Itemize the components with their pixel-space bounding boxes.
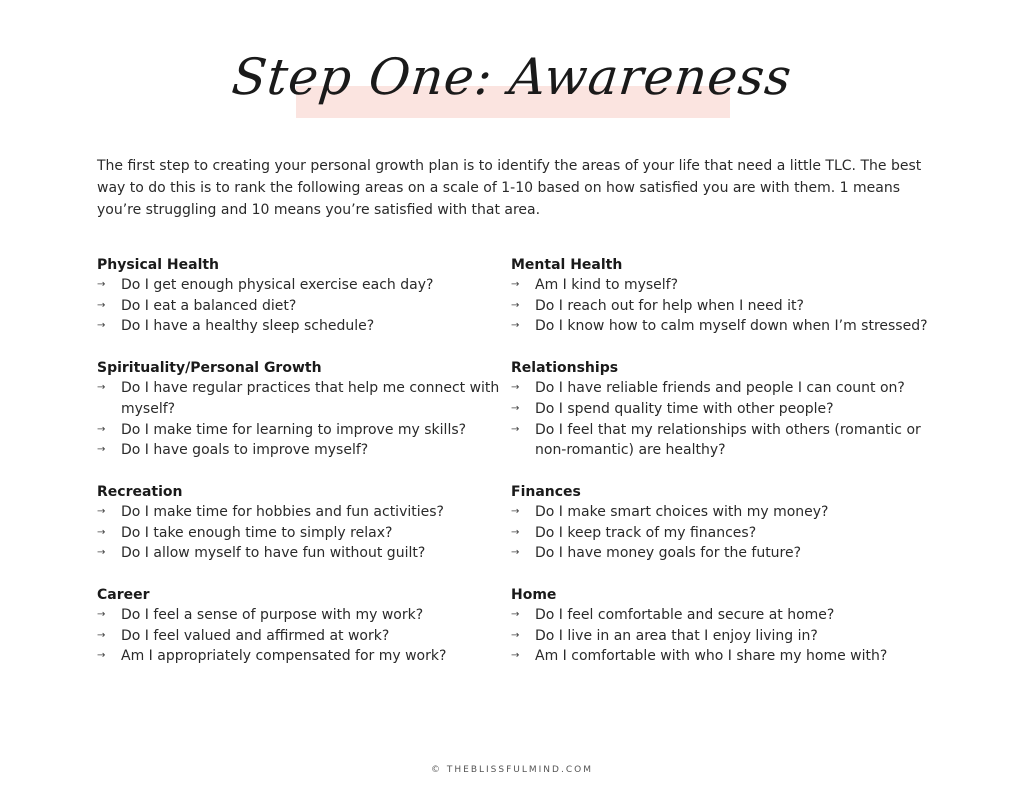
- arrow-right-icon: →: [511, 382, 520, 394]
- list-item: [511, 296, 941, 317]
- question-text: Do I have reliable friends and people I can count on?: [535, 380, 905, 397]
- question-text: Do I know how to calm myself down when I’m stressed?: [535, 318, 928, 335]
- question-text: Do I eat a balanced diet?: [121, 297, 297, 314]
- arrow-right-icon: →: [511, 505, 520, 517]
- arrow-right-icon: →: [511, 279, 520, 290]
- section-heading: Career: [97, 587, 150, 604]
- page-title: Step One: Awareness: [229, 48, 795, 106]
- list-item: [511, 646, 941, 667]
- arrow-right-icon: →: [97, 279, 106, 290]
- list-item: [97, 605, 527, 626]
- list-item: [511, 605, 941, 626]
- list-item: [511, 626, 941, 647]
- question-list: [97, 275, 527, 337]
- list-item: [97, 275, 527, 296]
- question-text: Do I take enough time to simply relax?: [121, 524, 393, 541]
- arrow-right-icon: →: [511, 526, 520, 538]
- list-item: [511, 378, 941, 399]
- arrow-right-icon: →: [511, 650, 520, 662]
- title-block: [0, 40, 1024, 150]
- question-text: Am I appropriately compensated for my work?: [121, 648, 447, 665]
- arrow-right-icon: →: [97, 444, 106, 456]
- arrow-right-icon: →: [97, 609, 106, 621]
- question-text: Do I spend quality time with other people?: [535, 400, 834, 417]
- question-list: [511, 275, 941, 337]
- section-mental-health: [511, 255, 941, 337]
- section-heading: Physical Health: [97, 257, 220, 273]
- question-text: Do I have goals to improve myself?: [121, 442, 369, 459]
- arrow-right-icon: →: [511, 629, 520, 641]
- arrow-right-icon: →: [511, 547, 520, 559]
- arrow-right-icon: →: [97, 299, 106, 311]
- question-text: Do I feel that my relationships with others (romantic or non-romantic) are healthy?: [535, 421, 921, 459]
- list-item: [97, 543, 527, 564]
- list-item: [511, 420, 941, 461]
- question-list: [97, 502, 527, 564]
- arrow-right-icon: →: [97, 526, 106, 538]
- list-item: [511, 399, 941, 420]
- question-text: Do I have money goals for the future?: [535, 545, 802, 562]
- section-relationships: [511, 358, 941, 461]
- question-text: Do I make smart choices with my money?: [535, 503, 829, 520]
- question-text: Do I make time for learning to improve my skills?: [121, 421, 467, 438]
- section-heading: Home: [511, 587, 557, 604]
- question-text: Am I kind to myself?: [535, 277, 679, 293]
- arrow-right-icon: →: [511, 423, 520, 435]
- arrow-right-icon: →: [511, 609, 520, 621]
- list-item: [97, 316, 527, 337]
- section-recreation: [97, 482, 527, 564]
- arrow-right-icon: →: [97, 505, 106, 517]
- list-item: [97, 502, 527, 523]
- section-home: [511, 585, 941, 667]
- arrow-right-icon: →: [511, 320, 520, 332]
- question-text: Am I comfortable with who I share my home with?: [535, 648, 888, 665]
- question-text: Do I keep track of my finances?: [535, 524, 757, 541]
- arrow-right-icon: →: [97, 320, 106, 332]
- list-item: [511, 502, 941, 523]
- list-item: [97, 420, 527, 441]
- question-list: [97, 378, 527, 461]
- arrow-right-icon: →: [97, 629, 106, 641]
- arrow-right-icon: →: [97, 650, 106, 662]
- section-heading: Spirituality/Personal Growth: [97, 360, 322, 377]
- question-text: Do I get enough physical exercise each day?: [121, 277, 434, 293]
- section-heading: Mental Health: [511, 257, 623, 273]
- section-career: [97, 585, 527, 667]
- section-spirituality-personal-growth: [97, 358, 527, 461]
- arrow-right-icon: →: [511, 299, 520, 311]
- question-list: [511, 502, 941, 564]
- question-text: Do I reach out for help when I need it?: [535, 297, 804, 314]
- right-column: [511, 255, 941, 688]
- question-text: Do I live in an area that I enjoy living in?: [535, 627, 818, 644]
- section-physical-health: [97, 255, 527, 337]
- list-item: [97, 626, 527, 647]
- section-heading: Relationships: [511, 360, 619, 377]
- list-item: [97, 646, 527, 667]
- list-item: [511, 275, 941, 296]
- list-item: [97, 378, 527, 419]
- question-text: Do I feel comfortable and secure at home?: [535, 607, 835, 624]
- arrow-right-icon: →: [97, 382, 106, 394]
- list-item: [511, 523, 941, 544]
- footer-copyright: © THEBLISSFULMIND.COM: [431, 765, 593, 775]
- question-text: Do I have a healthy sleep schedule?: [121, 318, 375, 335]
- question-list: [511, 605, 941, 667]
- question-text: Do I make time for hobbies and fun activities?: [121, 503, 444, 520]
- question-list: [97, 605, 527, 667]
- list-item: [511, 316, 941, 337]
- question-text: Do I feel a sense of purpose with my work?: [121, 607, 424, 624]
- list-item: [97, 296, 527, 317]
- section-heading: Finances: [511, 483, 581, 500]
- list-item: [97, 440, 527, 461]
- arrow-right-icon: →: [511, 402, 520, 414]
- section-heading: Recreation: [97, 483, 183, 500]
- question-text: Do I allow myself to have fun without guilt?: [121, 545, 426, 562]
- intro-paragraph: The first step to creating your personal growth plan is to identify the areas of your life that need a little TLC. The best way to do this is to rank the following areas on a scale of 1-10 based on how satisfied you are with them. 1 means you’re struggling and 10 means you’re satisfied with that area.: [97, 158, 922, 218]
- arrow-right-icon: →: [97, 547, 106, 559]
- list-item: [97, 523, 527, 544]
- left-column: [97, 255, 527, 688]
- question-list: [511, 378, 941, 461]
- section-finances: [511, 482, 941, 564]
- arrow-right-icon: →: [97, 423, 106, 435]
- question-text: Do I have regular practices that help me connect with myself?: [121, 380, 500, 417]
- question-text: Do I feel valued and affirmed at work?: [121, 627, 390, 644]
- list-item: [511, 543, 941, 564]
